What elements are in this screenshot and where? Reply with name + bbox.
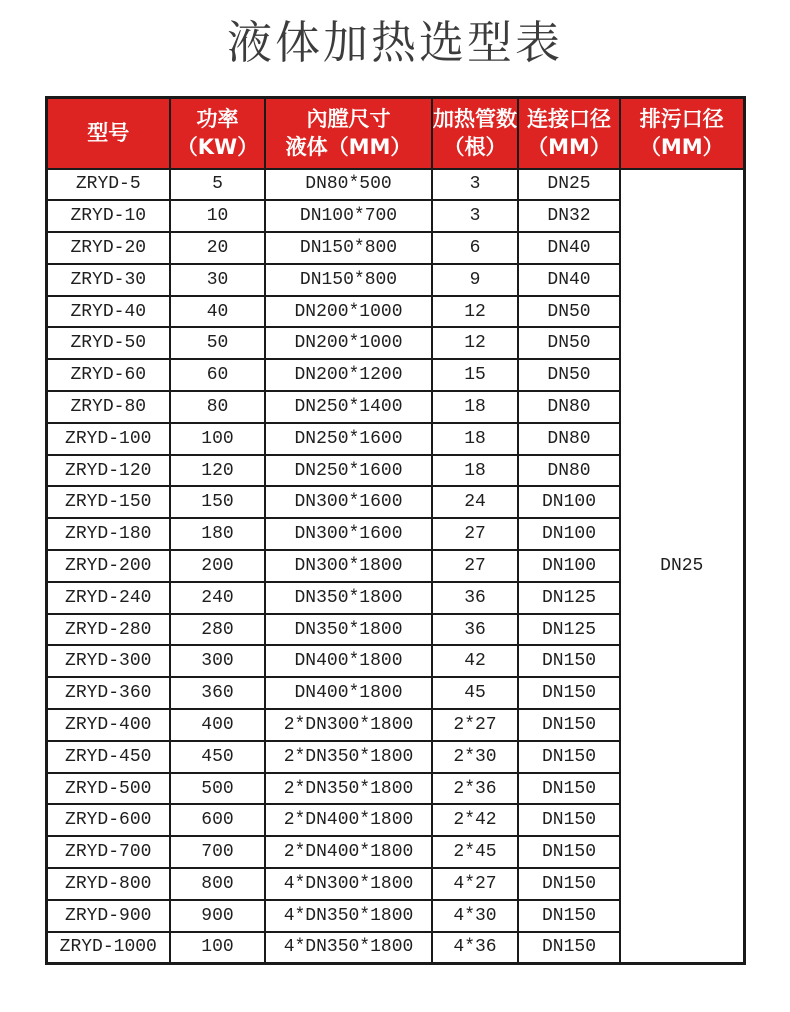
connection-cell: DN150 [518,677,620,709]
table-header-row [46,98,744,169]
power-cell: 60 [170,359,265,391]
size-cell: DN250*1400 [265,391,432,423]
size-cell: DN200*1000 [265,296,432,328]
connection-cell: DN80 [518,455,620,487]
tubes-cell: 45 [432,677,518,709]
tubes-cell: 2*36 [432,773,518,805]
model-cell: ZRYD-900 [46,900,170,932]
power-cell: 800 [170,868,265,900]
power-cell: 360 [170,677,265,709]
model-cell: ZRYD-700 [46,836,170,868]
tubes-cell: 42 [432,645,518,677]
size-cell: 2*DN350*1800 [265,773,432,805]
power-cell: 240 [170,582,265,614]
connection-cell: DN150 [518,804,620,836]
model-cell: ZRYD-360 [46,677,170,709]
power-cell: 180 [170,518,265,550]
header-label: 型号 [87,121,130,146]
header-label: 內膛尺寸 [306,107,391,132]
model-cell: ZRYD-80 [46,391,170,423]
connection-cell: DN150 [518,932,620,964]
connection-cell: DN150 [518,645,620,677]
tubes-cell: 6 [432,232,518,264]
header-label: 液体（MM） [285,135,412,160]
size-cell: DN150*800 [265,264,432,296]
connection-cell: DN100 [518,518,620,550]
model-cell: ZRYD-280 [46,614,170,646]
size-cell: DN350*1800 [265,614,432,646]
power-cell: 5 [170,169,265,201]
model-cell: ZRYD-450 [46,741,170,773]
power-cell: 700 [170,836,265,868]
connection-cell: DN150 [518,773,620,805]
header-label: （MM） [527,135,611,160]
tubes-cell: 18 [432,455,518,487]
model-cell: ZRYD-500 [46,773,170,805]
connection-cell: DN50 [518,359,620,391]
model-cell: ZRYD-30 [46,264,170,296]
power-cell: 600 [170,804,265,836]
connection-cell: DN150 [518,709,620,741]
tubes-cell: 3 [432,169,518,201]
connection-cell: DN150 [518,900,620,932]
page-title: 液体加热选型表 [226,16,563,69]
header-label: 加热管数 [433,107,517,132]
tubes-cell: 27 [432,550,518,582]
power-cell: 20 [170,232,265,264]
size-cell: 2*DN400*1800 [265,836,432,868]
tubes-cell: 24 [432,486,518,518]
power-cell: 100 [170,423,265,455]
model-cell: ZRYD-40 [46,296,170,328]
connection-cell: DN100 [518,486,620,518]
header-label: （MM） [639,135,724,160]
tubes-cell: 36 [432,614,518,646]
connection-cell: DN50 [518,327,620,359]
model-cell: ZRYD-600 [46,804,170,836]
power-cell: 80 [170,391,265,423]
header-cell-power [170,98,265,169]
power-cell: 10 [170,200,265,232]
tubes-cell: 12 [432,296,518,328]
model-cell: ZRYD-10 [46,200,170,232]
model-cell: ZRYD-150 [46,486,170,518]
model-cell: ZRYD-50 [46,327,170,359]
size-cell: DN100*700 [265,200,432,232]
size-cell: DN300*1800 [265,550,432,582]
connection-cell: DN32 [518,200,620,232]
tubes-cell: 4*27 [432,868,518,900]
tubes-cell: 4*36 [432,932,518,964]
tubes-cell: 2*45 [432,836,518,868]
size-cell: DN350*1800 [265,582,432,614]
tubes-cell: 15 [432,359,518,391]
tubes-cell: 36 [432,582,518,614]
power-cell: 40 [170,296,265,328]
size-cell: DN250*1600 [265,455,432,487]
size-cell: 2*DN400*1800 [265,804,432,836]
power-cell: 150 [170,486,265,518]
power-cell: 120 [170,455,265,487]
size-cell: DN250*1600 [265,423,432,455]
size-cell: 4*DN350*1800 [265,932,432,964]
header-cell-size [265,98,432,169]
size-cell: DN200*1000 [265,327,432,359]
page [0,12,790,965]
tubes-cell: 2*30 [432,741,518,773]
connection-cell: DN40 [518,232,620,264]
tubes-cell: 12 [432,327,518,359]
power-cell: 450 [170,741,265,773]
drain-merged-cell: DN25 [620,169,744,964]
header-cell-drain [620,98,744,169]
tubes-cell: 4*30 [432,900,518,932]
connection-cell: DN125 [518,582,620,614]
connection-cell: DN150 [518,741,620,773]
model-cell: ZRYD-180 [46,518,170,550]
model-cell: ZRYD-60 [46,359,170,391]
connection-cell: DN125 [518,614,620,646]
power-cell: 100 [170,932,265,964]
connection-cell: DN80 [518,391,620,423]
size-cell: DN300*1600 [265,486,432,518]
connection-cell: DN40 [518,264,620,296]
tubes-cell: 9 [432,264,518,296]
power-cell: 30 [170,264,265,296]
size-cell: 4*DN350*1800 [265,900,432,932]
size-cell: 2*DN300*1800 [265,709,432,741]
size-cell: DN80*500 [265,169,432,201]
header-label: （KW） [176,135,259,160]
size-cell: DN400*1800 [265,645,432,677]
power-cell: 280 [170,614,265,646]
power-cell: 200 [170,550,265,582]
power-cell: 900 [170,900,265,932]
header-cell-tubes [432,98,518,169]
connection-cell: DN150 [518,868,620,900]
model-cell: ZRYD-240 [46,582,170,614]
power-cell: 500 [170,773,265,805]
header-cell-model [46,98,170,169]
power-cell: 50 [170,327,265,359]
connection-cell: DN50 [518,296,620,328]
model-cell: ZRYD-800 [46,868,170,900]
size-cell: DN300*1600 [265,518,432,550]
connection-cell: DN150 [518,836,620,868]
model-cell: ZRYD-100 [46,423,170,455]
header-cell-connection [518,98,620,169]
size-cell: DN400*1800 [265,677,432,709]
header-label: 排污口径 [639,107,724,132]
size-cell: DN200*1200 [265,359,432,391]
tubes-cell: 18 [432,423,518,455]
connection-cell: DN100 [518,550,620,582]
selection-table [45,96,746,965]
model-cell: ZRYD-1000 [46,932,170,964]
tubes-cell: 18 [432,391,518,423]
model-cell: ZRYD-5 [46,169,170,201]
connection-cell: DN80 [518,423,620,455]
power-cell: 300 [170,645,265,677]
table-body [46,169,744,964]
header-label: 连接口径 [527,107,611,132]
table-row [46,169,744,201]
model-cell: ZRYD-300 [46,645,170,677]
size-cell: 4*DN300*1800 [265,868,432,900]
tubes-cell: 3 [432,200,518,232]
tubes-cell: 27 [432,518,518,550]
tubes-cell: 2*42 [432,804,518,836]
model-cell: ZRYD-120 [46,455,170,487]
power-cell: 400 [170,709,265,741]
model-cell: ZRYD-20 [46,232,170,264]
header-label: （根） [443,135,507,160]
size-cell: 2*DN350*1800 [265,741,432,773]
connection-cell: DN25 [518,169,620,201]
header-label: 功率 [196,107,239,132]
tubes-cell: 2*27 [432,709,518,741]
size-cell: DN150*800 [265,232,432,264]
model-cell: ZRYD-400 [46,709,170,741]
model-cell: ZRYD-200 [46,550,170,582]
